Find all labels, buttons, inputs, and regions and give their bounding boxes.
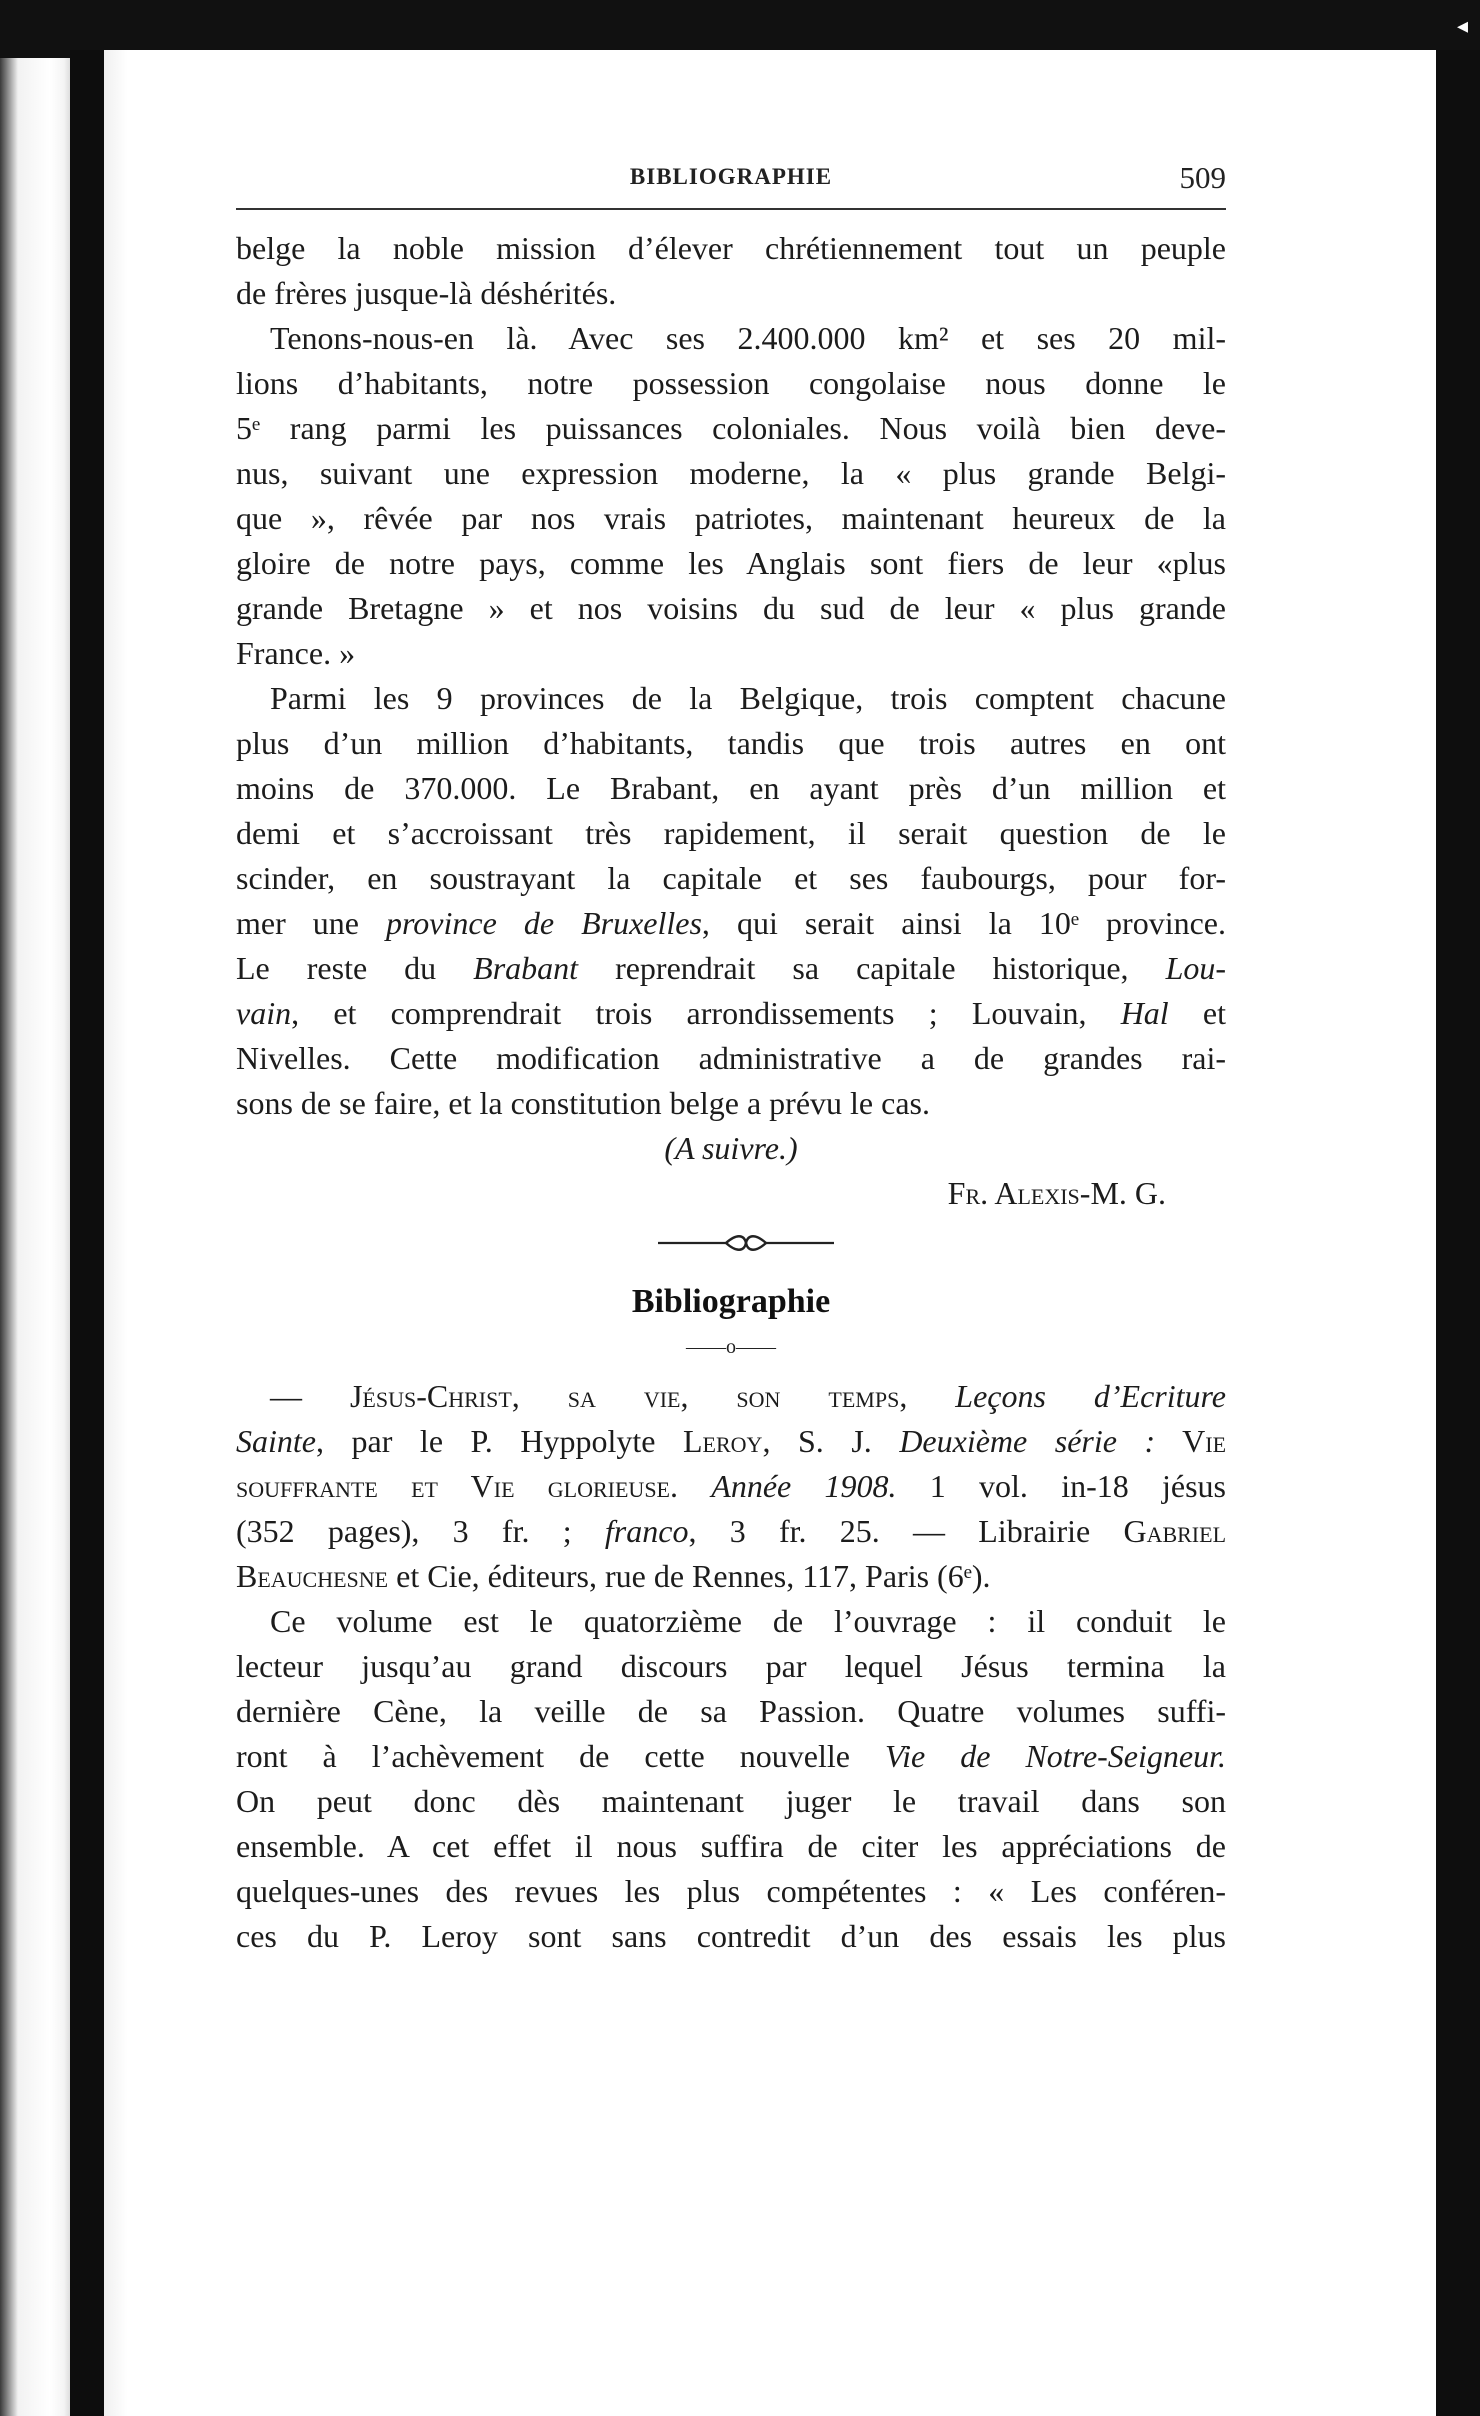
text-line: dernière Cène, la veille de sa Passion. Quatre volumes suffi- [236, 1693, 1226, 1729]
text-line: 5ᵉ rang parmi les puissances coloniales. Nous voilà bien deve- [236, 410, 1226, 446]
text-line: lecteur jusqu’au grand discours par lequel Jésus termina la [236, 1648, 1226, 1684]
text-line: grande Bretagne » et nos voisins du sud de leur « plus grande [236, 590, 1226, 626]
author-signature: Fr. Alexis-M. G. [947, 1175, 1166, 1211]
text-line: ensemble. A cet effet il nous suffira de citer les appréciations de [236, 1828, 1226, 1864]
text-line: vain, et comprendrait trois arrondissements ; Louvain, Hal et [236, 995, 1226, 1031]
page-number: 509 [1179, 160, 1226, 195]
to-be-continued: (A suivre.) [664, 1130, 798, 1166]
text-line: On peut donc dès maintenant juger le travail dans son [236, 1783, 1226, 1819]
text-line: demi et s’accroissant très rapidement, il serait question de le [236, 815, 1226, 851]
section-rule: ——o—— [686, 1336, 776, 1358]
right-scan-border [1436, 50, 1480, 2416]
bibliography-entry-line: Sainte, par le P. Hyppolyte Leroy, S. J. Deuxième série : Vie [236, 1423, 1226, 1459]
ornament-flourish-icon [656, 1226, 836, 1260]
bibliography-entry-line: souffrante et Vie glorieuse. Année 1908. 1 vol. in-18 jésus [236, 1468, 1226, 1504]
text-line: mer une province de Bruxelles, qui serait ainsi la 10ᵉ province. [236, 905, 1226, 941]
ornament [236, 1216, 1226, 1274]
running-title: BIBLIOGRAPHIE [629, 164, 833, 189]
bibliography-entry-line: — Jésus-Christ, sa vie, son temps, Leçons d’Ecriture [270, 1378, 1226, 1414]
text-line: gloire de notre pays, comme les Anglais sont fiers de leur «plus [236, 545, 1226, 581]
text-line: Ce volume est le quatorzième de l’ouvrage : il conduit le [270, 1603, 1226, 1639]
bibliography-entry-line: Beauchesne et Cie, éditeurs, rue de Rennes, 117, Paris (6ᵉ). [236, 1558, 991, 1594]
text-line: Tenons-nous-en là. Avec ses 2.400.000 km² et ses 20 mil- [270, 320, 1226, 356]
text-line: France. » [236, 635, 356, 671]
text-line: plus d’un million d’habitants, tandis que trois autres en ont [236, 725, 1226, 761]
text-line: sons de se faire, et la constitution belge a prévu le cas. [236, 1085, 930, 1121]
text-line: moins de 370.000. Le Brabant, en ayant près d’un million et [236, 770, 1226, 806]
text-line: Parmi les 9 provinces de la Belgique, trois comptent chacune [270, 680, 1226, 716]
text-line: ces du P. Leroy sont sans contredit d’un des essais les plus [236, 1918, 1226, 1954]
running-header [236, 160, 1226, 200]
page-body [236, 226, 1226, 1959]
text-line: de frères jusque-là déshérités. [236, 275, 617, 311]
bibliography-entry-line: (352 pages), 3 fr. ; franco, 3 fr. 25. — Librairie Gabriel [236, 1513, 1226, 1549]
text-line: quelques-unes des revues les plus compétentes : « Les conféren- [236, 1873, 1226, 1909]
header-rule [236, 208, 1226, 210]
book-spine-shadow [70, 50, 104, 2416]
text-line: Nivelles. Cette modification administrative a de grandes rai- [236, 1040, 1226, 1076]
text-line: ront à l’achèvement de cette nouvelle Vie de Notre-Seigneur. [236, 1738, 1226, 1774]
corner-arrow-icon: ◂ [1456, 14, 1468, 39]
text-line: belge la noble mission d’élever chrétiennement tout un peuple [236, 230, 1226, 266]
text-line: Le reste du Brabant reprendrait sa capitale historique, Lou- [236, 950, 1226, 986]
text-line: que », rêvée par nos vrais patriotes, maintenant heureux de la [236, 500, 1226, 536]
section-title: Bibliographie [631, 1283, 831, 1320]
previous-page-edge [0, 58, 70, 2416]
text-line: scinder, en soustrayant la capitale et ses faubourgs, pour for- [236, 860, 1226, 896]
text-line: lions d’habitants, notre possession congolaise nous donne le [236, 365, 1226, 401]
text-line: nus, suivant une expression moderne, la « plus grande Belgi- [236, 455, 1226, 491]
